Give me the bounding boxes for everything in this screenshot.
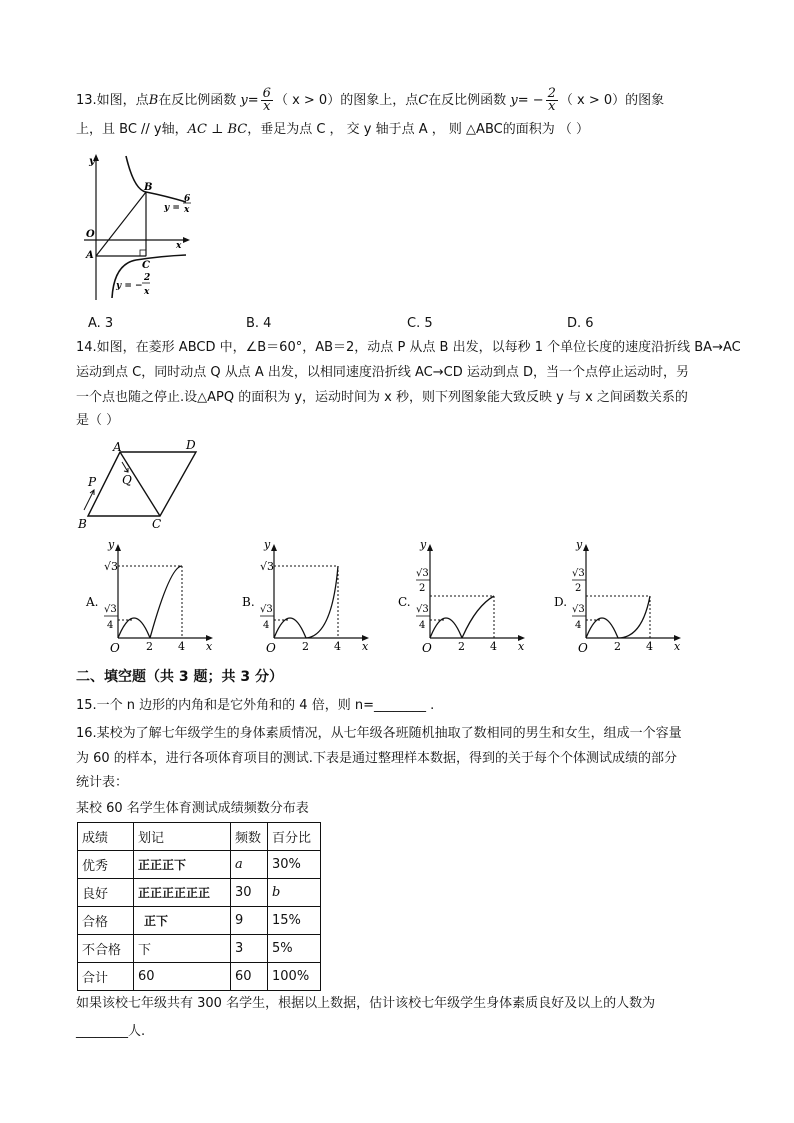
- q16-after1: 如果该校七年级共有 300 名学生，根据以上数据，估计该校七年级学生身体素质良好及以上的人数为: [76, 996, 656, 1011]
- rhombus-figure: [76, 436, 206, 530]
- q16-after2: ________人.: [76, 1024, 146, 1039]
- svg-text:x: x: [176, 241, 182, 251]
- vertex-a-label: A: [113, 440, 122, 454]
- q13-option-b[interactable]: B. 4: [246, 316, 272, 331]
- frequency-table: [77, 822, 321, 991]
- svg-text:4: 4: [419, 620, 426, 631]
- svg-text:2: 2: [614, 640, 621, 652]
- point-q-label: Q: [122, 473, 132, 487]
- svg-text:2: 2: [458, 640, 465, 652]
- q14-line2: 运动到点 C，同时动点 Q 从点 A 出发，以相同速度沿折线 AC→CD 运动到点 D，当一个点停止运动时，另: [76, 365, 689, 380]
- svg-text:O: O: [266, 641, 276, 652]
- vertex-b-label: B: [78, 517, 87, 530]
- q16-line1: 16.某校为了解七年级学生的身体素质情况，从七年级各班随机抽取了数相同的男生和女生，组成一个容量: [76, 726, 682, 741]
- table-row: 良好 正正正正正正 30 b: [78, 879, 321, 907]
- svg-text:x: x: [518, 640, 525, 652]
- svg-text:2: 2: [575, 583, 582, 594]
- graph-origin-label: O: [86, 229, 95, 240]
- header-cell: 划记: [134, 823, 231, 851]
- svg-text:√3: √3: [572, 568, 585, 579]
- svg-text:√3: √3: [104, 560, 119, 573]
- fraction-2-over-x: $\frac{2}{x}$: [547, 86, 556, 114]
- table-row: 不合格 下 3 5%: [78, 935, 321, 963]
- q13-graph: [82, 152, 212, 302]
- q14-line1: 14.如图，在菱形 ABCD 中，∠B＝60°，AB＝2，动点 P 从点 B 出发，以每秒 1 个单位长度的速度沿折线 BA→AC: [76, 340, 741, 355]
- svg-text:4: 4: [575, 620, 582, 631]
- svg-text:2: 2: [302, 640, 309, 652]
- q16-line2: 为 60 的样本，进行各项体育项目的测试.下表是通过整理样本数据，得到的关于每个个体测试成绩的部分: [76, 751, 677, 766]
- graph-option-c[interactable]: [396, 540, 536, 652]
- header-cell: 百分比: [268, 823, 321, 851]
- q13-line1: 13.如图，点B在反比例函数 y= $\frac{6}{x}$ （ x > 0）的图象上，点C在反比例函数 y= − $\frac{2}{x}$ （ x > 0）的图象: [76, 86, 665, 114]
- svg-text:y = −: y = −: [116, 281, 143, 291]
- vertex-d-label: D: [186, 438, 196, 452]
- svg-text:4: 4: [263, 620, 270, 631]
- graph-b-label: B: [144, 182, 153, 193]
- q13-option-a[interactable]: A. 3: [88, 316, 114, 331]
- q13-line2: 上，且 BC // y轴，AC ⊥ BC，垂足为点 C ， 交 y 轴于点 A ， 则 △ABC的面积为 （ ）: [76, 122, 589, 137]
- table-row: 合格 正下 9 15%: [78, 907, 321, 935]
- q14-line4: 是（ ）: [76, 413, 120, 428]
- section-heading: 二、填空题（共 3 题；共 3 分）: [76, 669, 283, 685]
- vertex-c-label: C: [152, 517, 162, 530]
- svg-text:O: O: [578, 641, 588, 652]
- svg-text:O: O: [110, 641, 120, 652]
- svg-text:2: 2: [419, 583, 426, 594]
- svg-text:√3: √3: [416, 568, 429, 579]
- table-title: 某校 60 名学生体育测试成绩频数分布表: [76, 801, 309, 816]
- svg-text:x: x: [206, 640, 213, 652]
- table-row: 合计 60 60 100%: [78, 963, 321, 991]
- svg-text:√3: √3: [260, 560, 275, 573]
- point-p-label: P: [88, 475, 97, 489]
- svg-text:x: x: [362, 640, 369, 652]
- svg-text:C.: C.: [398, 595, 411, 609]
- svg-text:y: y: [264, 540, 271, 551]
- svg-text:B.: B.: [242, 595, 255, 609]
- table-row: 优秀 正正正下 a 30%: [78, 851, 321, 879]
- svg-text:√3: √3: [572, 604, 585, 615]
- svg-text:6: 6: [184, 194, 191, 204]
- svg-text:x: x: [144, 287, 150, 297]
- point-b-label: B: [148, 93, 159, 108]
- q15-text: 15.一个 n 边形的内角和是它外角和的 4 倍，则 n=________ .: [76, 698, 435, 713]
- svg-text:x: x: [184, 205, 190, 215]
- graph-a-label: A: [86, 250, 94, 261]
- svg-text:y: y: [420, 540, 427, 551]
- svg-text:x: x: [674, 640, 681, 652]
- svg-text:4: 4: [107, 620, 114, 631]
- q14-line3: 一个点也随之停止.设△APQ 的面积为 y，运动时间为 x 秒，则下列图象能大致反映 y 与 x 之间函数关系的: [76, 390, 688, 405]
- q13-option-c[interactable]: C. 5: [407, 316, 433, 331]
- svg-text:4: 4: [646, 640, 653, 652]
- header-cell: 成绩: [78, 823, 134, 851]
- svg-text:4: 4: [334, 640, 341, 652]
- graph-y-label: y: [89, 156, 95, 167]
- svg-text:4: 4: [490, 640, 497, 652]
- graph-option-b[interactable]: [240, 540, 380, 652]
- svg-text:4: 4: [178, 640, 185, 652]
- table-header-row: [78, 823, 321, 851]
- svg-text:A.: A.: [86, 595, 99, 609]
- q13-option-d[interactable]: D. 6: [567, 316, 594, 331]
- svg-text:√3: √3: [260, 604, 273, 615]
- svg-text:y: y: [576, 540, 583, 551]
- header-cell: 频数: [231, 823, 268, 851]
- svg-text:O: O: [422, 641, 432, 652]
- svg-text:y =: y =: [164, 203, 180, 213]
- svg-text:y: y: [108, 540, 115, 551]
- svg-text:2: 2: [146, 640, 153, 652]
- svg-text:2: 2: [144, 273, 151, 283]
- graph-option-d[interactable]: [552, 540, 692, 652]
- graph-option-a[interactable]: [84, 540, 224, 652]
- graph-c-label: C: [142, 260, 150, 271]
- q16-line3: 统计表：: [76, 775, 129, 790]
- fraction-6-over-x: $\frac{6}{x}$: [262, 86, 271, 114]
- svg-text:D.: D.: [554, 595, 568, 609]
- svg-text:√3: √3: [416, 604, 429, 615]
- svg-text:√3: √3: [104, 604, 117, 615]
